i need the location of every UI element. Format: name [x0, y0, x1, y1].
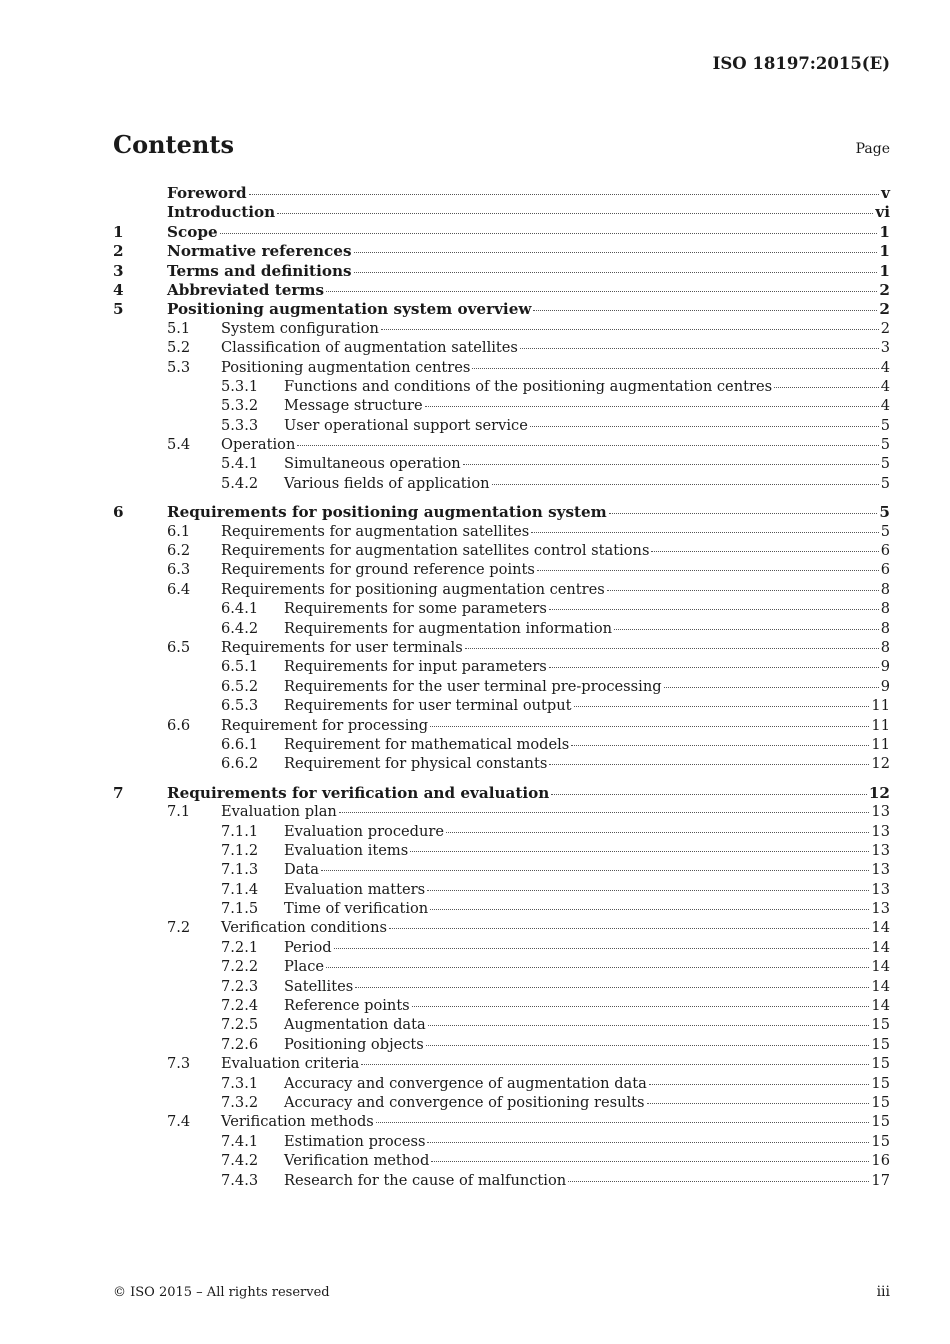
toc-entry-number: 6 — [113, 503, 124, 522]
dot-leader — [463, 464, 879, 465]
toc-entry-title[interactable]: Place — [284, 958, 324, 976]
dot-leader — [609, 513, 878, 514]
toc-entry-title[interactable]: Requirements for verification and evaluation — [167, 783, 550, 802]
toc-entry-title[interactable]: Research for the cause of malfunction — [284, 1171, 567, 1189]
toc-entry-page[interactable]: 14 — [871, 997, 890, 1015]
dot-leader — [326, 291, 877, 292]
dot-leader — [530, 426, 879, 427]
toc-entry[interactable] — [113, 184, 890, 203]
toc-entry-title[interactable]: Estimation process — [284, 1132, 426, 1150]
toc-entry-number: 6.2 — [167, 542, 191, 560]
toc-entry-number: 6.4.2 — [221, 619, 259, 637]
dot-leader — [354, 252, 878, 253]
toc-entry-number: 5.3 — [167, 358, 191, 376]
dot-leader — [472, 368, 878, 369]
toc-entry-page[interactable]: 2 — [879, 280, 890, 299]
toc-entry[interactable] — [113, 1036, 890, 1055]
dot-leader — [321, 870, 869, 871]
toc-entry-title[interactable]: Requirements for some parameters — [284, 600, 547, 618]
toc-entry[interactable] — [113, 919, 890, 938]
toc-entry[interactable] — [113, 639, 890, 658]
toc-entry[interactable] — [113, 1075, 890, 1094]
toc-entry-title[interactable]: Requirements for augmentation satellites control stations — [221, 542, 650, 560]
toc-entry-title[interactable]: Accuracy and convergence of positioning results — [284, 1093, 645, 1111]
dot-leader — [297, 445, 878, 446]
dot-leader — [568, 1181, 869, 1182]
toc-entry-number: 7.2.5 — [221, 1016, 259, 1034]
toc-entry-number: 5.4.2 — [221, 474, 259, 492]
toc-entry[interactable] — [113, 1152, 890, 1171]
toc-entry[interactable] — [113, 436, 890, 455]
toc-entry-page[interactable]: 13 — [871, 841, 890, 859]
toc-entry-number: 6.5.2 — [221, 677, 259, 695]
toc-entry[interactable] — [113, 397, 890, 416]
toc-entry-title[interactable]: Evaluation criteria — [221, 1055, 360, 1073]
toc-entry-page[interactable]: 5 — [880, 522, 890, 540]
toc-entry[interactable] — [113, 581, 890, 600]
toc-entry-number: 2 — [113, 242, 124, 261]
toc-entry[interactable] — [113, 359, 890, 378]
toc-entry[interactable] — [113, 455, 890, 474]
toc-entry-title[interactable]: Satellites — [284, 977, 354, 995]
toc-entry-title[interactable]: Verification conditions — [221, 919, 388, 937]
toc-entry-page[interactable]: 15 — [871, 1055, 890, 1073]
toc-entry-number: 6.6 — [167, 716, 191, 734]
dot-leader — [249, 194, 880, 195]
toc-entry[interactable] — [113, 881, 890, 900]
toc-entry[interactable] — [113, 475, 890, 494]
toc-entry-title[interactable]: Positioning augmentation system overview — [167, 300, 532, 319]
toc-entry-page[interactable]: 15 — [871, 1074, 890, 1092]
toc-entry-page[interactable]: 11 — [871, 716, 890, 734]
toc-entry-title[interactable]: Classification of augmentation satellites — [221, 339, 518, 357]
toc-entry[interactable] — [113, 561, 890, 580]
dot-leader — [277, 213, 873, 214]
toc-entry-page[interactable]: 14 — [871, 958, 890, 976]
toc-entry-number: 6.5.1 — [221, 658, 259, 676]
dot-leader — [531, 532, 878, 533]
dot-leader — [574, 706, 870, 707]
toc-entry-title[interactable]: Accuracy and convergence of augmentation data — [284, 1074, 647, 1092]
toc-entry-title[interactable]: Data — [284, 861, 319, 879]
dot-leader — [492, 484, 879, 485]
toc-entry[interactable] — [113, 861, 890, 880]
dot-leader — [647, 1103, 870, 1104]
toc-entry-page[interactable]: 4 — [880, 358, 890, 376]
dot-leader — [426, 1045, 870, 1046]
toc-entry-title[interactable]: Requirements for input parameters — [284, 658, 547, 676]
toc-entry-number: 5 — [113, 300, 124, 319]
dot-leader — [410, 851, 869, 852]
toc-entry-number: 7.2.6 — [221, 1035, 259, 1053]
toc-entry-page[interactable]: 13 — [871, 900, 890, 918]
toc-entry-title[interactable]: Simultaneous operation — [284, 455, 461, 473]
toc-entry-title[interactable]: Terms and definitions — [167, 261, 352, 280]
document-id: ISO 18197:2015(E) — [712, 54, 890, 73]
toc-entry[interactable] — [113, 784, 890, 803]
toc-entry-title[interactable]: Abbreviated terms — [167, 280, 325, 299]
toc-entry[interactable] — [113, 281, 890, 300]
dot-leader — [361, 1064, 869, 1065]
dot-leader — [649, 1084, 870, 1085]
toc-entry[interactable] — [113, 378, 890, 397]
toc-entry-number: 7.3.2 — [221, 1093, 259, 1111]
toc-entry-number: 4 — [113, 280, 124, 299]
dot-leader — [533, 310, 877, 311]
toc-entry-page[interactable]: 11 — [871, 697, 890, 715]
toc-entry[interactable] — [113, 678, 890, 697]
dot-leader — [537, 570, 879, 571]
toc-entry[interactable] — [113, 503, 890, 522]
toc-entry[interactable] — [113, 823, 890, 842]
toc-entry-title[interactable]: Requirement for processing — [221, 716, 429, 734]
toc-entry-title[interactable]: Requirement for mathematical models — [284, 735, 570, 753]
toc-entry[interactable] — [113, 736, 890, 755]
toc-entry[interactable] — [113, 203, 890, 222]
toc-entry-page[interactable]: 1 — [879, 222, 890, 241]
toc-entry-title[interactable]: Evaluation plan — [221, 803, 337, 821]
toc-entry-title[interactable]: Evaluation items — [284, 841, 409, 859]
dot-leader — [326, 967, 869, 968]
toc-entry-number: 7.4.3 — [221, 1171, 259, 1189]
toc-entry[interactable] — [113, 1055, 890, 1074]
toc-entry-title[interactable]: Requirements for the user terminal pre-processing — [284, 677, 662, 695]
dot-leader — [520, 348, 879, 349]
toc-entry-number: 7.2.1 — [221, 938, 259, 956]
toc-entry-title[interactable]: Message structure — [284, 397, 423, 415]
toc-entry-title[interactable]: Verification method — [284, 1152, 430, 1170]
toc-entry-page[interactable]: 3 — [880, 339, 890, 357]
dot-leader — [774, 387, 879, 388]
dot-leader — [614, 629, 879, 630]
toc-entry-number: 7.2 — [167, 919, 191, 937]
toc-entry[interactable] — [113, 262, 890, 281]
toc-entry-title[interactable]: Augmentation data — [284, 1016, 426, 1034]
toc-entry-title[interactable]: Requirements for positioning augmentation system — [167, 503, 607, 522]
toc-entry-page[interactable]: 14 — [871, 938, 890, 956]
toc-entry[interactable] — [113, 242, 890, 261]
toc-entry-number: 7.1.1 — [221, 822, 259, 840]
toc-entry-number: 5.4.1 — [221, 455, 259, 473]
toc-entry-title[interactable]: Normative references — [167, 242, 352, 261]
toc-entry-number: 6.4 — [167, 580, 191, 598]
dot-leader — [446, 832, 869, 833]
toc-entry-number: 7.1.3 — [221, 861, 259, 879]
toc-entry-page[interactable]: 5 — [880, 436, 890, 454]
toc-entry[interactable] — [113, 755, 890, 774]
toc-entry-number: 5.1 — [167, 319, 191, 337]
toc-entry[interactable] — [113, 1172, 890, 1191]
toc-entry[interactable] — [113, 1094, 890, 1113]
dot-leader — [220, 233, 878, 234]
toc-entry[interactable] — [113, 958, 890, 977]
dot-leader — [425, 406, 879, 407]
toc-entry-number: 7 — [113, 783, 124, 802]
dot-leader — [427, 890, 869, 891]
dot-leader — [607, 590, 879, 591]
toc-entry[interactable] — [113, 978, 890, 997]
toc-entry-number: 7.4 — [167, 1113, 191, 1131]
toc-entry-page[interactable]: 15 — [871, 1113, 890, 1131]
toc-entry-page[interactable]: 4 — [880, 377, 890, 395]
toc-entry-title[interactable]: Reference points — [284, 997, 410, 1015]
toc-entry-number: 6.5 — [167, 638, 191, 656]
toc-entry-page[interactable]: 15 — [871, 1093, 890, 1111]
toc-entry[interactable] — [113, 620, 890, 639]
dot-leader — [571, 745, 869, 746]
toc-entry-title[interactable]: Requirements for user terminal output — [284, 697, 572, 715]
toc-entry[interactable] — [113, 1113, 890, 1132]
toc-entry[interactable] — [113, 900, 890, 919]
toc-entry-title[interactable]: Time of verification — [284, 900, 429, 918]
toc-entry-number: 7.2.4 — [221, 997, 259, 1015]
toc-entry-title[interactable]: System configuration — [221, 319, 379, 337]
toc-entry-page[interactable]: 9 — [880, 677, 890, 695]
dot-leader — [664, 687, 879, 688]
toc-entry[interactable] — [113, 803, 890, 822]
toc-entry-page[interactable]: 2 — [880, 319, 890, 337]
toc-entry-page[interactable]: 14 — [871, 977, 890, 995]
toc-entry-title[interactable]: Requirement for physical constants — [284, 755, 548, 773]
toc-entry-page[interactable]: 12 — [871, 755, 890, 773]
toc-entry-page[interactable]: 15 — [871, 1132, 890, 1150]
toc-entry-title[interactable]: Introduction — [167, 203, 276, 222]
toc-entry-page[interactable]: 13 — [871, 861, 890, 879]
toc-entry-title[interactable]: Various fields of application — [284, 474, 490, 492]
toc-entry-number: 7.1.5 — [221, 900, 259, 918]
toc-entry[interactable] — [113, 339, 890, 358]
toc-entry-title[interactable]: Operation — [221, 436, 296, 454]
toc-entry-page[interactable]: 13 — [871, 803, 890, 821]
toc-entry-number: 6.6.2 — [221, 755, 259, 773]
toc-entry-number: 5.2 — [167, 339, 191, 357]
dot-leader — [389, 928, 869, 929]
toc-entry-title[interactable]: Requirements for user terminals — [221, 638, 463, 656]
toc-entry-page[interactable]: 8 — [880, 580, 890, 598]
dot-leader — [381, 329, 879, 330]
toc-entry-page[interactable]: 8 — [880, 600, 890, 618]
toc-entry-title[interactable]: Requirements for augmentation information — [284, 619, 613, 637]
dot-leader — [339, 812, 870, 813]
dot-leader — [428, 1025, 870, 1026]
toc-entry-title[interactable]: Period — [284, 938, 332, 956]
dot-leader — [376, 1122, 870, 1123]
toc-entry-title[interactable]: Scope — [167, 222, 218, 241]
toc-entry-number: 3 — [113, 261, 124, 280]
toc-entry[interactable] — [113, 842, 890, 861]
toc-entry-page[interactable]: 1 — [879, 242, 890, 261]
toc-entry-page[interactable]: 15 — [871, 1016, 890, 1034]
toc-entry-number: 5.3.1 — [221, 377, 259, 395]
toc-entry-title[interactable]: Requirements for positioning augmentation centres — [221, 580, 605, 598]
toc-entry-page[interactable]: 13 — [871, 822, 890, 840]
toc-entry-number: 5.3.2 — [221, 397, 259, 415]
toc-entry-number: 7.1.4 — [221, 880, 259, 898]
toc-entry[interactable] — [113, 717, 890, 736]
toc-entry-page[interactable]: 5 — [879, 503, 890, 522]
toc-entry-number: 7.3 — [167, 1055, 191, 1073]
toc-entry[interactable] — [113, 697, 890, 716]
toc-entry-page[interactable]: 8 — [880, 638, 890, 656]
toc-entry[interactable] — [113, 523, 890, 542]
dot-leader — [465, 648, 879, 649]
page-column-label: Page — [855, 141, 890, 157]
toc-entry-page[interactable]: 9 — [880, 658, 890, 676]
toc-entry-number: 1 — [113, 222, 124, 241]
toc-entry-title[interactable]: Functions and conditions of the positioning augmentation centres — [284, 377, 773, 395]
toc-entry[interactable] — [113, 658, 890, 677]
toc-entry-number: 6.1 — [167, 522, 191, 540]
toc-entry-page[interactable]: 5 — [880, 416, 890, 434]
toc-entry-title[interactable]: Evaluation procedure — [284, 822, 444, 840]
toc-entry[interactable] — [113, 300, 890, 319]
toc-entry-page[interactable]: 4 — [880, 397, 890, 415]
dot-leader — [430, 909, 869, 910]
toc-entry-page[interactable]: 5 — [880, 474, 890, 492]
toc-entry[interactable] — [113, 1016, 890, 1035]
toc-entry-page[interactable]: 6 — [880, 561, 890, 579]
toc-entry-number: 7.3.1 — [221, 1074, 259, 1092]
toc-entry-number: 7.2.2 — [221, 958, 259, 976]
dot-leader — [354, 272, 878, 273]
toc-entry-page[interactable]: 17 — [871, 1171, 890, 1189]
toc-entry-number: 7.1 — [167, 803, 191, 821]
toc-entry-number: 5.4 — [167, 436, 191, 454]
dot-leader — [549, 667, 879, 668]
dot-leader — [412, 1006, 870, 1007]
toc-entry-title[interactable]: Verification methods — [221, 1113, 374, 1131]
toc-entry-title[interactable]: Evaluation matters — [284, 880, 426, 898]
toc-entry[interactable] — [113, 320, 890, 339]
toc-entry-page[interactable]: 12 — [868, 783, 890, 802]
toc-entry-number: 6.6.1 — [221, 735, 259, 753]
dot-leader — [431, 1161, 869, 1162]
toc-entry-page[interactable]: 15 — [871, 1035, 890, 1053]
toc-entry-title[interactable]: Requirements for ground reference points — [221, 561, 535, 579]
table-of-contents — [113, 184, 890, 1191]
dot-leader — [427, 1142, 869, 1143]
toc-entry-page[interactable]: 14 — [871, 919, 890, 937]
page-title: Contents — [113, 130, 234, 159]
toc-entry-number: 7.1.2 — [221, 841, 259, 859]
dot-leader — [549, 764, 869, 765]
dot-leader — [551, 794, 867, 795]
toc-entry-title[interactable]: User operational support service — [284, 416, 528, 434]
toc-entry[interactable] — [113, 600, 890, 619]
dot-leader — [430, 726, 869, 727]
toc-entry-page[interactable]: 11 — [871, 735, 890, 753]
dot-leader — [549, 609, 879, 610]
toc-entry-page[interactable]: 16 — [871, 1152, 890, 1170]
toc-entry[interactable] — [113, 1133, 890, 1152]
toc-entry-page[interactable]: 5 — [880, 455, 890, 473]
toc-entry-number: 7.4.2 — [221, 1152, 259, 1170]
toc-entry-title[interactable]: Requirements for augmentation satellites — [221, 522, 530, 540]
toc-entry-number: 5.3.3 — [221, 416, 259, 434]
toc-entry-title[interactable]: Positioning augmentation centres — [221, 358, 471, 376]
toc-entry[interactable] — [113, 997, 890, 1016]
dot-leader — [355, 987, 869, 988]
footer-copyright: © ISO 2015 – All rights reserved — [113, 1285, 330, 1300]
toc-entry-page[interactable]: v — [881, 184, 890, 202]
toc-entry-page[interactable]: 13 — [871, 880, 890, 898]
toc-entry-number: 7.4.1 — [221, 1132, 259, 1150]
toc-entry-title[interactable]: Positioning objects — [284, 1035, 424, 1053]
dot-leader — [334, 948, 870, 949]
toc-entry[interactable] — [113, 939, 890, 958]
toc-entry[interactable] — [113, 223, 890, 242]
footer-page-number: iii — [876, 1284, 890, 1300]
toc-entry-number: 6.3 — [167, 561, 191, 579]
toc-entry-page[interactable]: vi — [875, 203, 890, 222]
dot-leader — [651, 551, 878, 552]
toc-entry-page[interactable]: 2 — [879, 300, 890, 319]
toc-entry-page[interactable]: 8 — [880, 619, 890, 637]
toc-entry-number: 6.4.1 — [221, 600, 259, 618]
toc-entry-number: 7.2.3 — [221, 977, 259, 995]
toc-entry[interactable] — [113, 417, 890, 436]
toc-entry-page[interactable]: 1 — [879, 261, 890, 280]
toc-entry-title[interactable]: Foreword — [167, 184, 247, 202]
toc-entry-page[interactable]: 6 — [880, 542, 890, 560]
toc-entry[interactable] — [113, 542, 890, 561]
toc-entry-number: 6.5.3 — [221, 697, 259, 715]
